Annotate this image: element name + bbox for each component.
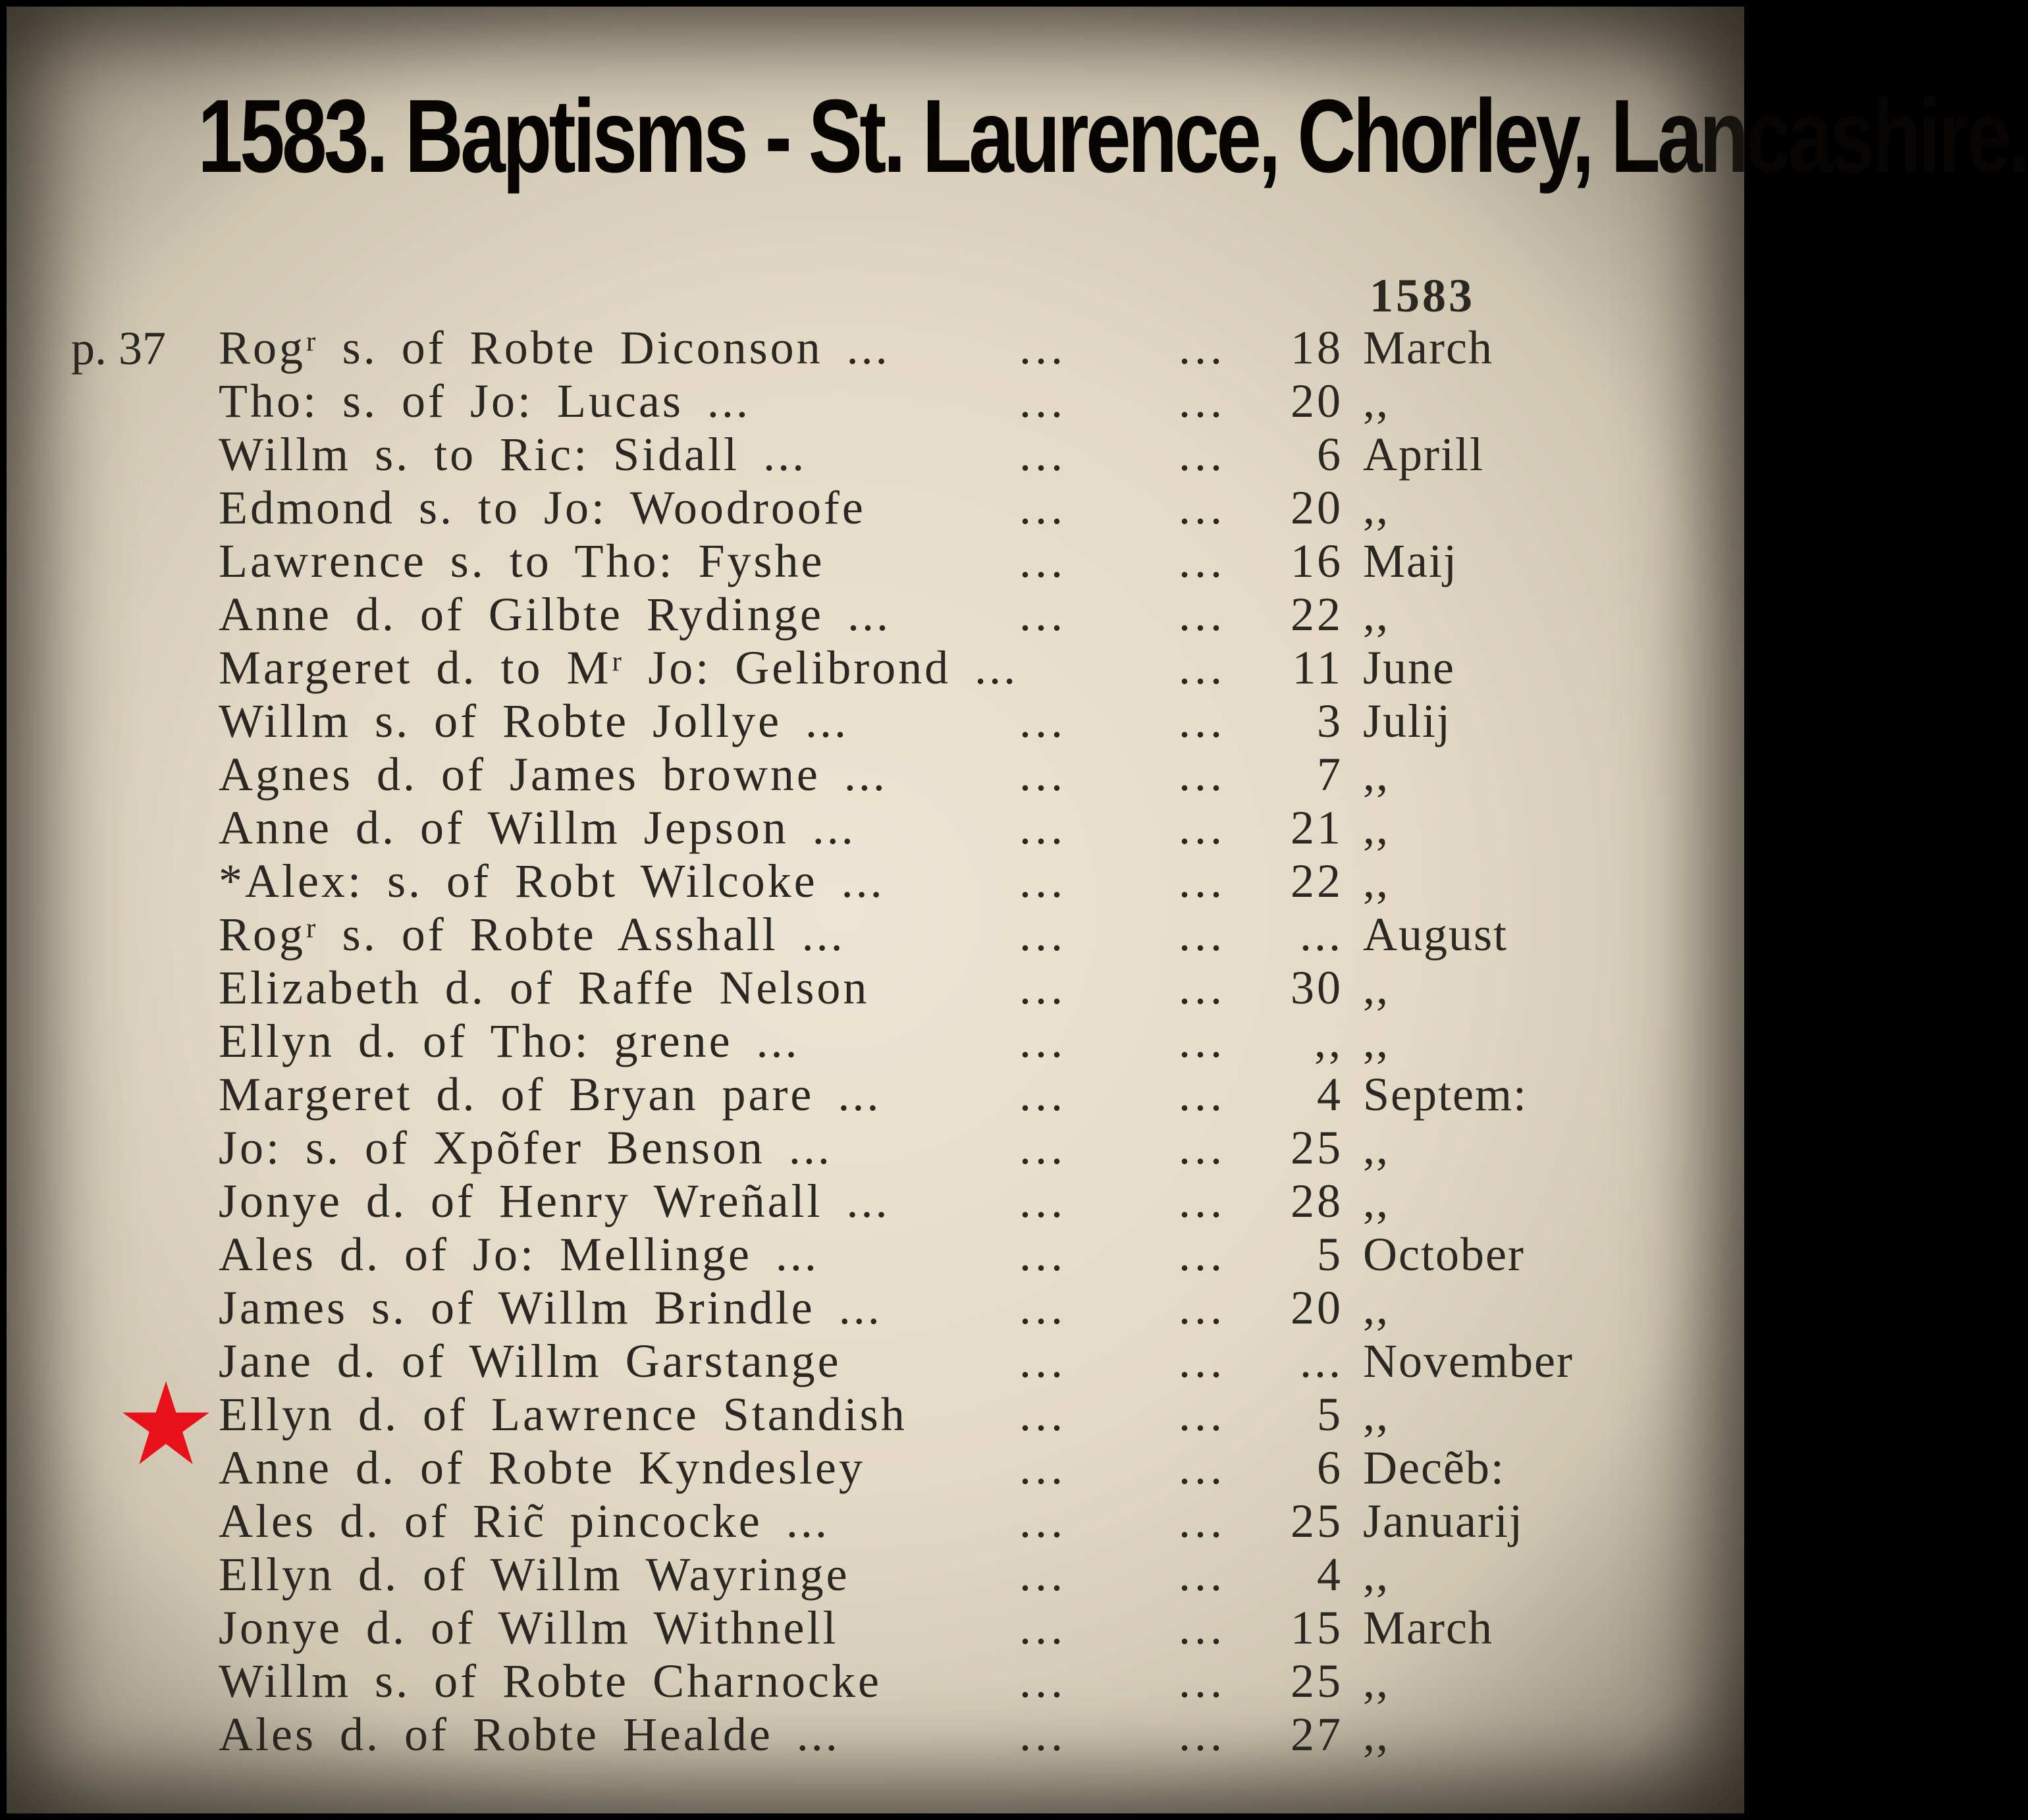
entry-name: Edmond s. to Jo: Woodroofe xyxy=(219,481,866,534)
leader-dots: ... xyxy=(1179,588,1226,641)
leader-dots: ... xyxy=(1019,908,1067,961)
document-page xyxy=(7,7,2028,1813)
entry-name: Ellyn d. of Lawrence Standish xyxy=(219,1388,907,1441)
entry-day: 4 xyxy=(1317,1068,1343,1121)
leader-dots: ... xyxy=(1179,535,1226,587)
entry-name: *Alex: s. of Robt Wilcoke ... xyxy=(219,855,885,907)
baptism-entry-row xyxy=(7,801,1744,855)
entry-month: Aprill xyxy=(1363,428,1484,481)
leader-dots: ... xyxy=(1019,588,1067,641)
leader-dots: ... xyxy=(1179,801,1226,854)
leader-dots: ... xyxy=(1179,428,1226,481)
entry-name: Ales d. of Robte Healde ... xyxy=(219,1708,840,1761)
leader-dots: ... xyxy=(1019,1335,1067,1387)
entry-month: ,, xyxy=(1363,1655,1389,1707)
baptism-entry-row xyxy=(7,1121,1744,1175)
baptism-entry-row xyxy=(7,1068,1744,1121)
leader-dots: ... xyxy=(1019,321,1067,374)
leader-dots: ... xyxy=(1019,1281,1067,1334)
entry-day: ... xyxy=(1300,908,1343,961)
baptism-entry-row xyxy=(7,961,1744,1015)
baptism-entry-row xyxy=(7,641,1744,695)
baptism-entry-row xyxy=(7,428,1744,481)
baptism-entry-row xyxy=(7,1601,1744,1655)
leader-dots: ... xyxy=(1179,1441,1226,1494)
leader-dots: ... xyxy=(1179,1068,1226,1121)
leader-dots: ... xyxy=(1019,428,1067,481)
entry-month: ,, xyxy=(1363,855,1389,907)
entry-name: Rogʳ s. of Robte Asshall ... xyxy=(219,908,845,961)
leader-dots: ... xyxy=(1179,321,1226,374)
entry-month: June xyxy=(1363,641,1455,694)
entry-day: 25 xyxy=(1291,1655,1343,1707)
leader-dots: ... xyxy=(1019,1121,1067,1174)
baptism-entry-row xyxy=(7,1708,1744,1761)
entry-day: 15 xyxy=(1291,1601,1343,1654)
entry-day: 16 xyxy=(1291,535,1343,587)
entry-month: ,, xyxy=(1363,1121,1389,1174)
entry-day: 6 xyxy=(1317,1441,1343,1494)
entry-month: November xyxy=(1363,1335,1574,1387)
entry-name: Tho: s. of Jo: Lucas ... xyxy=(219,375,751,427)
entry-month: ,, xyxy=(1363,1175,1389,1227)
entry-name: Anne d. of Robte Kyndesley xyxy=(219,1441,865,1494)
entry-name: Jo: s. of Xpõfer Benson ... xyxy=(219,1121,832,1174)
baptism-entry-row xyxy=(7,1495,1744,1548)
entry-month: ,, xyxy=(1363,481,1389,534)
page-title: 1583. Baptisms - St. Laurence, Chorley, Lancashire. xyxy=(198,78,2028,194)
leader-dots: ... xyxy=(1019,1228,1067,1281)
leader-dots: ... xyxy=(1019,1708,1067,1761)
leader-dots: ... xyxy=(1179,695,1226,747)
entry-name: Willm s. to Ric: Sidall ... xyxy=(219,428,807,481)
entry-month: March xyxy=(1363,321,1493,374)
entry-month: ,, xyxy=(1363,1708,1389,1761)
baptism-entry-row xyxy=(7,1655,1744,1708)
page-reference: p. 37 xyxy=(71,322,166,375)
leader-dots: ... xyxy=(1179,1228,1226,1281)
baptism-entry-row xyxy=(7,695,1744,748)
entry-name: Margeret d. to Mʳ Jo: Gelibrond ... xyxy=(219,641,1019,694)
entry-day: 21 xyxy=(1291,801,1343,854)
entry-month: ,, xyxy=(1363,748,1389,801)
leader-dots: ... xyxy=(1179,1708,1226,1761)
entry-day: 20 xyxy=(1291,375,1343,427)
baptism-entry-row xyxy=(7,321,1744,375)
leader-dots: ... xyxy=(1179,748,1226,801)
entry-day: 4 xyxy=(1317,1548,1343,1601)
entry-month: October xyxy=(1363,1228,1525,1281)
entry-month: ,, xyxy=(1363,1548,1389,1601)
entry-day: 22 xyxy=(1291,855,1343,907)
entry-name: Margeret d. of Bryan pare ... xyxy=(219,1068,882,1121)
entry-day: 30 xyxy=(1291,961,1343,1014)
entry-name: Willm s. of Robte Jollye ... xyxy=(219,695,849,747)
leader-dots: ... xyxy=(1019,1068,1067,1121)
entry-day: 28 xyxy=(1291,1175,1343,1227)
leader-dots: ... xyxy=(1179,375,1226,427)
entry-day: 20 xyxy=(1291,1281,1343,1334)
entry-day: 5 xyxy=(1317,1388,1343,1441)
leader-dots: ... xyxy=(1019,1495,1067,1547)
baptism-entry-row xyxy=(7,1441,1744,1495)
entry-month: Julij xyxy=(1363,695,1452,747)
entry-month: Decẽb: xyxy=(1363,1441,1505,1494)
baptism-entry-row xyxy=(7,1281,1744,1335)
entry-month: ,, xyxy=(1363,375,1389,427)
entry-name: Rogʳ s. of Robte Diconson ... xyxy=(219,321,890,374)
entry-day: 25 xyxy=(1291,1121,1343,1174)
entry-day: 7 xyxy=(1317,748,1343,801)
entry-day: 22 xyxy=(1291,588,1343,641)
leader-dots: ... xyxy=(1179,641,1226,694)
baptism-entry-row xyxy=(7,1015,1744,1068)
leader-dots: ... xyxy=(1179,1015,1226,1067)
entry-day: ,, xyxy=(1314,1015,1343,1067)
baptism-entry-row xyxy=(7,1175,1744,1228)
entry-name: Ales d. of Ric̃ pincocke ... xyxy=(219,1495,830,1547)
leader-dots: ... xyxy=(1179,908,1226,961)
entry-month: ,, xyxy=(1363,801,1389,854)
entry-month: ,, xyxy=(1363,961,1389,1014)
leader-dots: ... xyxy=(1179,481,1226,534)
entry-name: Ellyn d. of Tho: grene ... xyxy=(219,1015,800,1067)
entry-day: 18 xyxy=(1291,321,1343,374)
entry-name: Ellyn d. of Willm Wayringe xyxy=(219,1548,850,1601)
entry-day: 11 xyxy=(1292,641,1343,694)
leader-dots: ... xyxy=(1179,961,1226,1014)
leader-dots: ... xyxy=(1019,1015,1067,1067)
leader-dots: ... xyxy=(1019,1601,1067,1654)
entry-name: Jonye d. of Willm Withnell xyxy=(219,1601,839,1654)
entry-day: 5 xyxy=(1317,1228,1343,1281)
red-star-shape xyxy=(122,1381,209,1464)
entry-name: Agnes d. of James browne ... xyxy=(219,748,888,801)
entry-month: August xyxy=(1363,908,1508,961)
entry-name: Anne d. of Gilbte Rydinge ... xyxy=(219,588,891,641)
leader-dots: ... xyxy=(1019,1388,1067,1441)
entry-day: 6 xyxy=(1317,428,1343,481)
leader-dots: ... xyxy=(1019,855,1067,907)
entry-month: Maij xyxy=(1363,535,1458,587)
leader-dots: ... xyxy=(1019,801,1067,854)
entry-name: Willm s. of Robte Charnocke xyxy=(219,1655,882,1707)
baptism-entry-row xyxy=(7,481,1744,535)
leader-dots: ... xyxy=(1019,375,1067,427)
entry-month: March xyxy=(1363,1601,1493,1654)
leader-dots: ... xyxy=(1019,1441,1067,1494)
leader-dots: ... xyxy=(1019,1175,1067,1227)
baptism-entry-row xyxy=(7,1548,1744,1601)
entry-month: Januarij xyxy=(1363,1495,1524,1547)
baptism-entry-row xyxy=(7,1335,1744,1388)
baptism-entry-row xyxy=(7,588,1744,641)
leader-dots: ... xyxy=(1179,1495,1226,1547)
year-heading: 1583 xyxy=(1370,269,1475,322)
leader-dots: ... xyxy=(1179,1335,1226,1387)
entry-day: 20 xyxy=(1291,481,1343,534)
leader-dots: ... xyxy=(1179,1121,1226,1174)
leader-dots: ... xyxy=(1019,535,1067,587)
baptism-entry-row xyxy=(7,1228,1744,1281)
entry-name: Jonye d. of Henry Wreñall ... xyxy=(219,1175,890,1227)
baptism-entry-row xyxy=(7,908,1744,961)
entry-day: ... xyxy=(1300,1335,1343,1387)
entry-name: Lawrence s. to Tho: Fyshe xyxy=(219,535,825,587)
leader-dots: ... xyxy=(1179,1281,1226,1334)
leader-dots: ... xyxy=(1179,855,1226,907)
leader-dots: ... xyxy=(1179,1601,1226,1654)
leader-dots: ... xyxy=(1019,481,1067,534)
baptism-entry-row xyxy=(7,855,1744,908)
baptism-entry-row xyxy=(7,375,1744,428)
entry-name: Elizabeth d. of Raffe Nelson xyxy=(219,961,870,1014)
baptism-entry-row xyxy=(7,535,1744,588)
entry-day: 27 xyxy=(1291,1708,1343,1761)
entry-name: Ales d. of Jo: Mellinge ... xyxy=(219,1228,819,1281)
entry-month: ,, xyxy=(1363,1388,1389,1441)
entry-name: James s. of Willm Brindle ... xyxy=(219,1281,882,1334)
leader-dots: ... xyxy=(1019,695,1067,747)
baptism-entry-row xyxy=(7,748,1744,801)
leader-dots: ... xyxy=(1179,1175,1226,1227)
entry-name: Anne d. of Willm Jepson ... xyxy=(219,801,856,854)
leader-dots: ... xyxy=(1019,1655,1067,1707)
entry-month: ,, xyxy=(1363,588,1389,641)
entry-month: ,, xyxy=(1363,1281,1389,1334)
entry-name: Jane d. of Willm Garstange xyxy=(219,1335,841,1387)
entry-month: Septem: xyxy=(1363,1068,1528,1121)
leader-dots: ... xyxy=(1019,961,1067,1014)
leader-dots: ... xyxy=(1179,1388,1226,1441)
leader-dots: ... xyxy=(1019,748,1067,801)
entry-month: ,, xyxy=(1363,1015,1389,1067)
entry-day: 3 xyxy=(1317,695,1343,747)
baptism-entries xyxy=(7,321,1744,1770)
baptism-entry-row xyxy=(7,1388,1744,1441)
entry-day: 25 xyxy=(1291,1495,1343,1547)
red-star-icon xyxy=(120,1378,212,1470)
leader-dots: ... xyxy=(1019,1548,1067,1601)
leader-dots: ... xyxy=(1179,1655,1226,1707)
leader-dots: ... xyxy=(1179,1548,1226,1601)
